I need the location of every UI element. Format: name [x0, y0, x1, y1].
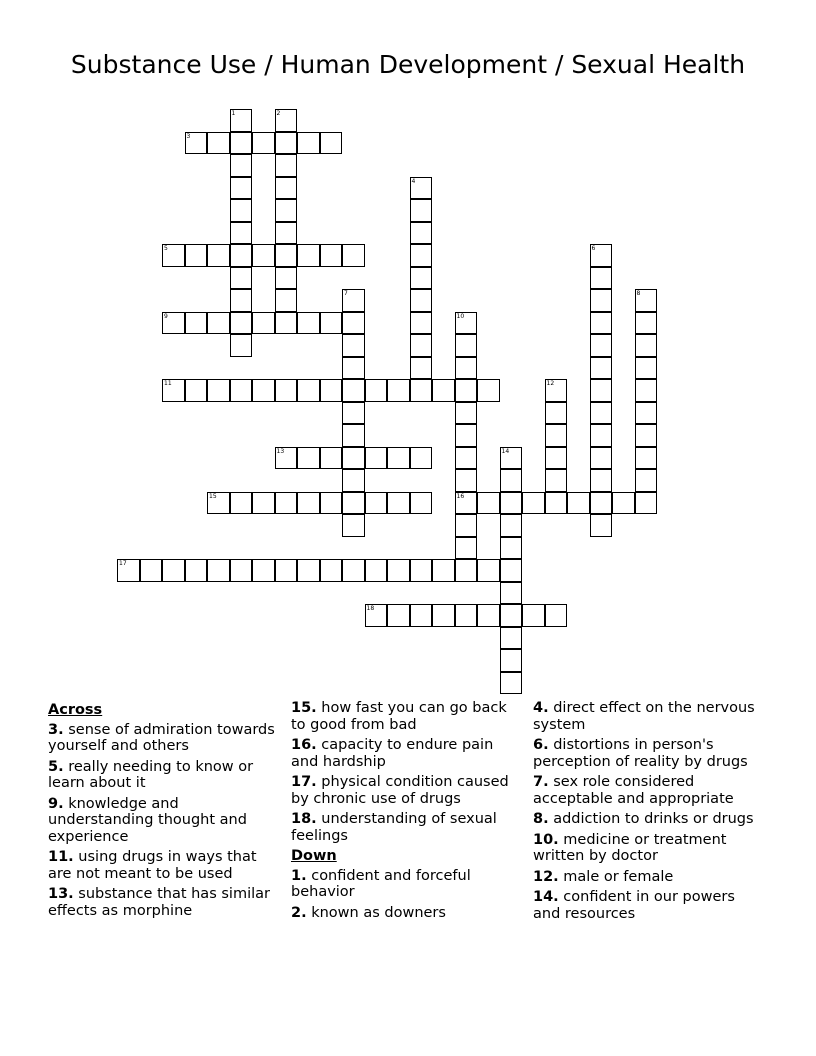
- grid-cell[interactable]: [545, 469, 568, 492]
- across-heading: Across: [48, 702, 103, 718]
- grid-cell[interactable]: [410, 289, 433, 312]
- grid-cell[interactable]: [275, 109, 298, 132]
- grid-cell[interactable]: [477, 379, 500, 402]
- grid-cell[interactable]: [635, 357, 658, 380]
- grid-cell[interactable]: [365, 379, 388, 402]
- grid-cell[interactable]: [545, 492, 568, 515]
- grid-cell[interactable]: [500, 447, 523, 470]
- clue-number: 13.: [48, 886, 74, 902]
- grid-cell[interactable]: [455, 537, 478, 560]
- grid-cell[interactable]: [590, 312, 613, 335]
- grid-cell[interactable]: [297, 492, 320, 515]
- grid-cell[interactable]: [185, 244, 208, 267]
- grid-cell[interactable]: [297, 447, 320, 470]
- down-clue-list: [533, 700, 765, 922]
- grid-cell[interactable]: [230, 154, 253, 177]
- grid-cell[interactable]: [275, 267, 298, 290]
- grid-cell[interactable]: [590, 334, 613, 357]
- puzzle-title: Substance Use / Human Development / Sexual Health: [70, 50, 746, 79]
- grid-cell[interactable]: [342, 289, 365, 312]
- grid-cell[interactable]: [252, 244, 275, 267]
- grid-cell[interactable]: [590, 357, 613, 380]
- grid-cell[interactable]: [477, 559, 500, 582]
- grid-cell[interactable]: [320, 559, 343, 582]
- clue-number: 1.: [291, 867, 307, 884]
- grid-cell[interactable]: [500, 537, 523, 560]
- clue-text: using drugs in ways that are not meant to be used: [48, 849, 257, 882]
- grid-cell[interactable]: [455, 402, 478, 425]
- clue-number-label: 8: [636, 290, 641, 297]
- clue-item: [533, 832, 765, 865]
- grid-cell[interactable]: [500, 604, 523, 627]
- grid-cell[interactable]: [455, 559, 478, 582]
- clue-number: 9.: [48, 795, 64, 812]
- grid-cell[interactable]: [342, 402, 365, 425]
- grid-cell[interactable]: [567, 492, 590, 515]
- grid-cell[interactable]: [410, 559, 433, 582]
- grid-cell[interactable]: [230, 379, 253, 402]
- grid-cell[interactable]: [590, 424, 613, 447]
- clue-number: 18.: [291, 811, 317, 827]
- grid-cell[interactable]: [455, 469, 478, 492]
- grid-cell[interactable]: [230, 109, 253, 132]
- grid-cell[interactable]: [387, 604, 410, 627]
- grid-cell[interactable]: [275, 177, 298, 200]
- clue-number: 5.: [48, 758, 64, 775]
- grid-cell[interactable]: [185, 559, 208, 582]
- clue-item: [533, 811, 765, 828]
- grid-cell[interactable]: [230, 289, 253, 312]
- grid-cell[interactable]: [455, 312, 478, 335]
- clue-item: [48, 886, 280, 919]
- grid-cell[interactable]: [230, 177, 253, 200]
- clue-number-label: 6: [591, 245, 596, 252]
- grid-cell[interactable]: [207, 492, 230, 515]
- grid-cell[interactable]: [185, 132, 208, 155]
- clue-number-label: 5: [164, 245, 168, 252]
- clue-column-1: [48, 700, 280, 923]
- clue-text: sex role considered acceptable and appropriate: [533, 774, 734, 807]
- clue-item: [48, 759, 280, 792]
- grid-cell[interactable]: [432, 604, 455, 627]
- clue-number: 10.: [533, 831, 559, 848]
- grid-cell[interactable]: [387, 492, 410, 515]
- grid-cell[interactable]: [410, 244, 433, 267]
- clue-text: sense of admiration towards yourself and others: [48, 721, 275, 754]
- grid-cell[interactable]: [477, 492, 500, 515]
- grid-cell[interactable]: [342, 357, 365, 380]
- grid-cell[interactable]: [590, 514, 613, 537]
- clue-item: [533, 869, 765, 886]
- grid-cell[interactable]: [320, 379, 343, 402]
- clue-item: [291, 700, 523, 733]
- grid-cell[interactable]: [230, 492, 253, 515]
- clue-text: known as downers: [306, 904, 446, 921]
- clue-number-label: 18: [366, 605, 375, 612]
- grid-cell[interactable]: [320, 312, 343, 335]
- grid-cell[interactable]: [365, 559, 388, 582]
- grid-cell[interactable]: [162, 312, 185, 335]
- grid-cell[interactable]: [275, 289, 298, 312]
- clue-text: addiction to drinks or drugs: [548, 811, 754, 827]
- clue-item: [48, 722, 280, 755]
- grid-cell[interactable]: [230, 312, 253, 335]
- grid-cell[interactable]: [185, 312, 208, 335]
- clue-number: 6.: [533, 737, 549, 753]
- grid-cell[interactable]: [342, 447, 365, 470]
- grid-cell[interactable]: [455, 492, 478, 515]
- grid-cell[interactable]: [230, 559, 253, 582]
- grid-cell[interactable]: [297, 244, 320, 267]
- grid-cell[interactable]: [342, 312, 365, 335]
- grid-cell[interactable]: [410, 379, 433, 402]
- grid-cell[interactable]: [117, 559, 140, 582]
- clue-number-label: 9: [164, 312, 168, 320]
- clue-number-label: 14: [501, 447, 510, 455]
- grid-cell[interactable]: [545, 604, 568, 627]
- clue-text: physical condition caused by chronic use of drugs: [291, 774, 509, 807]
- grid-cell[interactable]: [432, 379, 455, 402]
- grid-cell[interactable]: [207, 379, 230, 402]
- clue-item: [291, 811, 523, 844]
- grid-cell[interactable]: [275, 199, 298, 222]
- grid-cell[interactable]: [410, 492, 433, 515]
- grid-cell[interactable]: [252, 379, 275, 402]
- grid-cell[interactable]: [545, 402, 568, 425]
- grid-cell[interactable]: [162, 559, 185, 582]
- grid-cell[interactable]: [275, 132, 298, 155]
- clue-number-label: 10: [456, 312, 465, 320]
- clue-text: distortions in person's perception of reality by drugs: [533, 737, 748, 770]
- clue-text: confident in our powers and resources: [533, 889, 735, 922]
- clue-column-3: [533, 700, 765, 926]
- clue-text: how fast you can go back to good from bad: [291, 700, 507, 733]
- grid-cell[interactable]: [230, 244, 253, 267]
- grid-cell[interactable]: [590, 447, 613, 470]
- grid-cell[interactable]: [410, 604, 433, 627]
- grid-cell[interactable]: [455, 334, 478, 357]
- grid-cell[interactable]: [230, 199, 253, 222]
- clue-number: 2.: [291, 904, 307, 921]
- grid-cell[interactable]: [252, 559, 275, 582]
- across-clue-list: [48, 722, 280, 920]
- grid-cell[interactable]: [590, 244, 613, 267]
- clue-number: 3.: [48, 721, 64, 738]
- grid-cell[interactable]: [297, 379, 320, 402]
- grid-cell[interactable]: [545, 424, 568, 447]
- grid-cell[interactable]: [230, 132, 253, 155]
- grid-cell[interactable]: [387, 559, 410, 582]
- grid-cell[interactable]: [500, 492, 523, 515]
- clue-item: [291, 774, 523, 807]
- grid-cell[interactable]: [410, 177, 433, 200]
- across-clue-list: [291, 700, 523, 844]
- clue-number-label: 12: [546, 380, 555, 387]
- grid-cell[interactable]: [230, 222, 253, 245]
- grid-cell[interactable]: [320, 132, 343, 155]
- clue-item: [48, 796, 280, 846]
- grid-cell[interactable]: [500, 627, 523, 650]
- grid-cell[interactable]: [230, 267, 253, 290]
- grid-cell[interactable]: [387, 379, 410, 402]
- grid-cell[interactable]: [500, 514, 523, 537]
- grid-cell[interactable]: [207, 559, 230, 582]
- grid-cell[interactable]: [365, 492, 388, 515]
- grid-cell[interactable]: [207, 312, 230, 335]
- grid-cell[interactable]: [455, 379, 478, 402]
- clue-text: confident and forceful behavior: [291, 867, 471, 900]
- grid-cell[interactable]: [297, 559, 320, 582]
- grid-cell[interactable]: [432, 559, 455, 582]
- grid-cell[interactable]: [297, 132, 320, 155]
- clue-item: [291, 737, 523, 770]
- grid-cell[interactable]: [500, 672, 523, 695]
- clue-number-label: 1: [231, 110, 236, 117]
- clue-text: capacity to endure pain and hardship: [291, 737, 494, 770]
- grid-cell[interactable]: [635, 334, 658, 357]
- clue-text: really needing to know or learn about it: [48, 758, 254, 791]
- clue-item: [533, 889, 765, 922]
- grid-cell[interactable]: [410, 312, 433, 335]
- grid-cell[interactable]: [387, 447, 410, 470]
- clue-number-label: 3: [186, 132, 191, 140]
- clue-item: [48, 849, 280, 882]
- grid-cell[interactable]: [455, 447, 478, 470]
- clue-item: [533, 774, 765, 807]
- grid-cell[interactable]: [342, 424, 365, 447]
- grid-cell[interactable]: [455, 604, 478, 627]
- grid-cell[interactable]: [275, 492, 298, 515]
- grid-cell[interactable]: [635, 447, 658, 470]
- grid-cell[interactable]: [590, 289, 613, 312]
- grid-cell[interactable]: [275, 154, 298, 177]
- clue-number-label: 16: [456, 492, 465, 500]
- grid-cell[interactable]: [410, 199, 433, 222]
- grid-cell[interactable]: [410, 334, 433, 357]
- grid-cell[interactable]: [275, 244, 298, 267]
- grid-cell[interactable]: [342, 559, 365, 582]
- grid-cell[interactable]: [635, 424, 658, 447]
- clue-number: 11.: [48, 849, 74, 865]
- grid-cell[interactable]: [342, 492, 365, 515]
- grid-cell[interactable]: [455, 514, 478, 537]
- grid-cell[interactable]: [590, 379, 613, 402]
- grid-cell[interactable]: [140, 559, 163, 582]
- grid-cell[interactable]: [275, 559, 298, 582]
- grid-cell[interactable]: [612, 492, 635, 515]
- grid-cell[interactable]: [342, 334, 365, 357]
- grid-cell[interactable]: [635, 379, 658, 402]
- clue-number-label: 15: [209, 492, 217, 500]
- clue-number: 12.: [533, 868, 559, 885]
- grid-cell[interactable]: [410, 222, 433, 245]
- clue-number: 8.: [533, 811, 549, 827]
- down-clue-list: [291, 868, 523, 922]
- grid-cell[interactable]: [365, 604, 388, 627]
- grid-cell[interactable]: [545, 447, 568, 470]
- clue-text: medicine or treatment written by doctor: [533, 831, 727, 864]
- clue-number: 17.: [291, 774, 317, 790]
- grid-cell[interactable]: [635, 312, 658, 335]
- grid-cell[interactable]: [275, 222, 298, 245]
- grid-cell[interactable]: [455, 424, 478, 447]
- clue-number: 7.: [533, 774, 549, 790]
- grid-cell[interactable]: [275, 312, 298, 335]
- grid-cell[interactable]: [320, 447, 343, 470]
- grid-cell[interactable]: [320, 244, 343, 267]
- grid-cell[interactable]: [500, 649, 523, 672]
- grid-cell[interactable]: [590, 402, 613, 425]
- grid-cell[interactable]: [410, 267, 433, 290]
- clue-number-label: 13: [276, 447, 285, 455]
- clue-number: 4.: [533, 700, 549, 716]
- grid-cell[interactable]: [545, 379, 568, 402]
- grid-cell[interactable]: [252, 132, 275, 155]
- grid-cell[interactable]: [162, 244, 185, 267]
- clue-item: [533, 700, 765, 733]
- grid-cell[interactable]: [635, 469, 658, 492]
- clue-number: 15.: [291, 700, 317, 716]
- grid-cell[interactable]: [342, 244, 365, 267]
- grid-cell[interactable]: [230, 334, 253, 357]
- grid-cell[interactable]: [252, 312, 275, 335]
- clue-item: [291, 868, 523, 901]
- grid-cell[interactable]: [590, 267, 613, 290]
- grid-cell[interactable]: [297, 312, 320, 335]
- grid-cell[interactable]: [275, 379, 298, 402]
- grid-cell[interactable]: [635, 492, 658, 515]
- clue-number: 16.: [291, 737, 317, 753]
- grid-cell[interactable]: [635, 402, 658, 425]
- clue-item: [291, 905, 523, 922]
- grid-cell[interactable]: [207, 132, 230, 155]
- grid-cell[interactable]: [275, 447, 298, 470]
- grid-cell[interactable]: [320, 492, 343, 515]
- grid-cell[interactable]: [500, 559, 523, 582]
- clue-column-2: [291, 700, 523, 925]
- grid-cell[interactable]: [410, 357, 433, 380]
- clue-number: 14.: [533, 889, 559, 905]
- clue-number-label: 11: [164, 380, 172, 387]
- grid-cell[interactable]: [365, 447, 388, 470]
- clue-number-label: 7: [344, 290, 348, 297]
- grid-cell[interactable]: [207, 244, 230, 267]
- clue-text: male or female: [558, 868, 674, 885]
- grid-cell[interactable]: [590, 492, 613, 515]
- grid-cell[interactable]: [252, 492, 275, 515]
- clue-number-label: 2: [276, 110, 281, 117]
- grid-cell[interactable]: [342, 469, 365, 492]
- grid-cell[interactable]: [500, 469, 523, 492]
- clue-text: direct effect on the nervous system: [533, 700, 755, 733]
- clue-number-label: 4: [411, 177, 416, 185]
- grid-cell[interactable]: [500, 582, 523, 605]
- grid-cell[interactable]: [342, 379, 365, 402]
- grid-cell[interactable]: [455, 357, 478, 380]
- grid-cell[interactable]: [410, 447, 433, 470]
- grid-cell[interactable]: [185, 379, 208, 402]
- clue-number-label: 17: [119, 560, 127, 567]
- grid-cell[interactable]: [342, 514, 365, 537]
- clue-item: [533, 737, 765, 770]
- clue-text: knowledge and understanding thought and experience: [48, 795, 247, 845]
- grid-cell[interactable]: [162, 379, 185, 402]
- grid-cell[interactable]: [522, 604, 545, 627]
- clue-text: understanding of sexual feelings: [291, 811, 497, 844]
- clue-text: substance that has similar effects as morphine: [48, 886, 270, 919]
- down-heading: Down: [291, 848, 337, 864]
- grid-cell[interactable]: [477, 604, 500, 627]
- grid-cell[interactable]: [522, 492, 545, 515]
- grid-cell[interactable]: [635, 289, 658, 312]
- grid-cell[interactable]: [590, 469, 613, 492]
